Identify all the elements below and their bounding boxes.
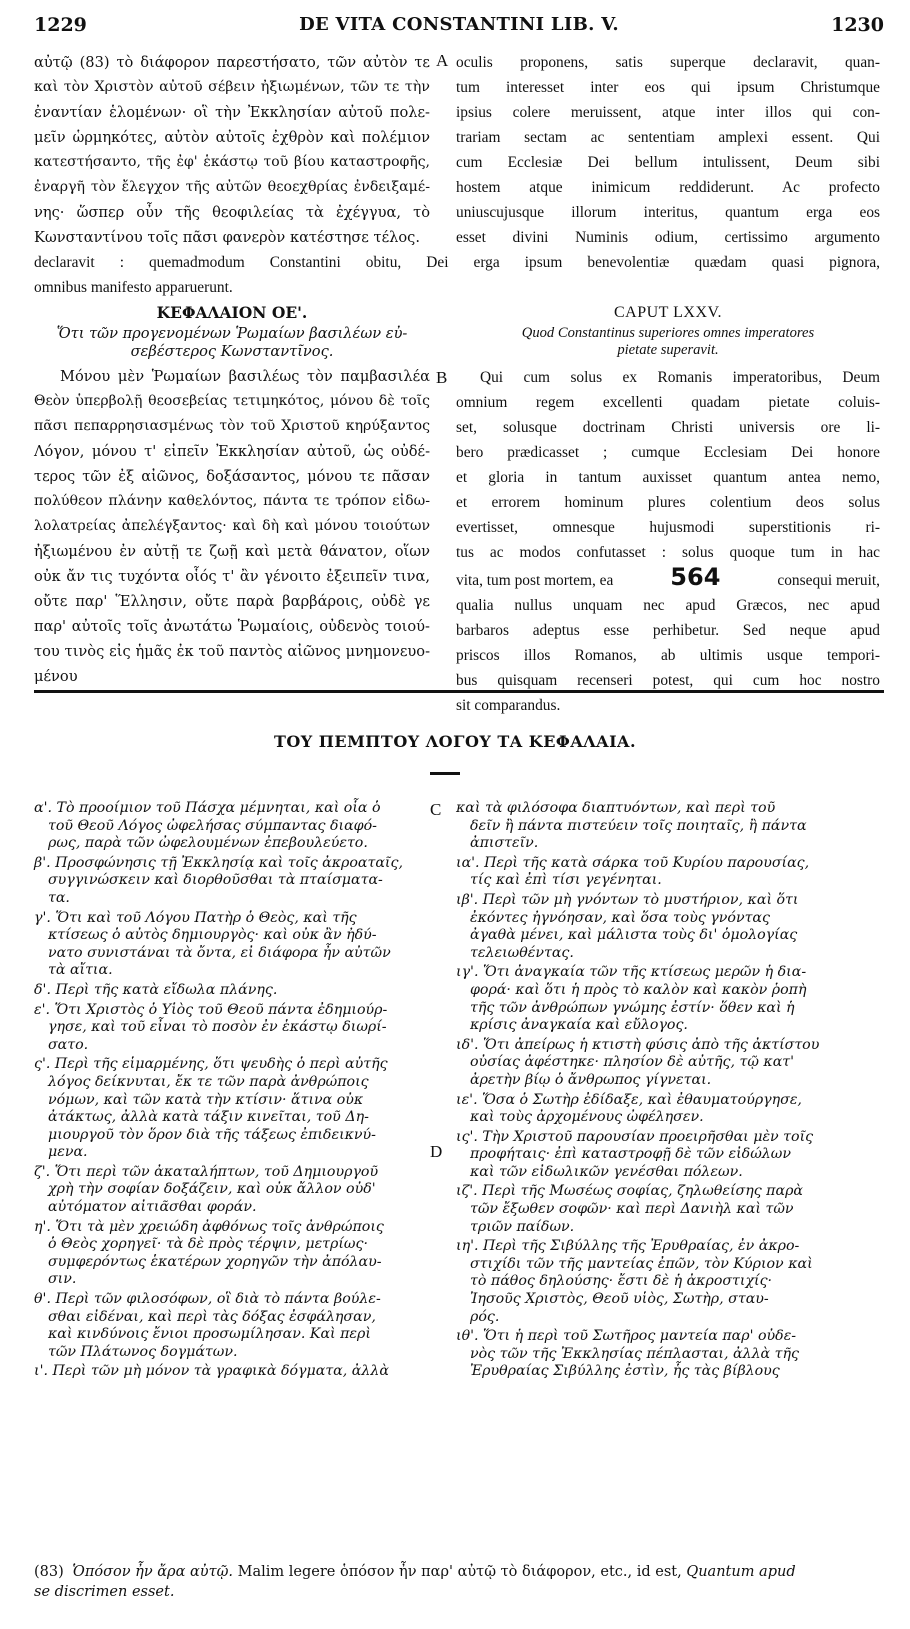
toc-entry	[456, 1238, 880, 1326]
toc-line: δεῖν ἢ πάντα πιστεύειν τοῖς ποιηταῖς, ἢ πάντα	[470, 817, 807, 834]
margin-letter-a: A	[436, 51, 449, 70]
section-divider-rule	[34, 690, 884, 693]
latin-line: qualia nullus unquam nec apud Græcos, nec apud	[456, 597, 880, 614]
greek-chapter-body	[34, 364, 430, 689]
greek-line: πᾶσι πεπαρρησιασμένως τὸν τοῦ Χριστοῦ κηρύξαντος	[34, 418, 430, 434]
toc-line: Ἐρυθραίας Σιβύλλης ἐστὶν, ἧς τὰς βίβλους	[470, 1363, 780, 1380]
toc-line: νατο συνιστάναι τὰ ὄντα, εἰ διάφορα ἦν αὐτῶν	[48, 944, 391, 961]
toc-line: ἀπιστεῖν.	[470, 835, 539, 852]
toc-entry	[456, 855, 880, 890]
greek-line: παρ' αὐτοῖς τοῖς ἀνωτάτω Ῥωμαίοις, οὐδενὸς τοιού-	[34, 618, 430, 635]
toc-line: ρός.	[470, 1308, 500, 1325]
toc-line: ρως, παρὰ τῶν ὠφελουμένων ἐπεβουλεύετο.	[48, 835, 368, 852]
toc-entry	[34, 800, 430, 853]
running-header	[34, 14, 884, 40]
toc-line: οὐσίας ἀφέστηκε· πλησίον δὲ αὐτῆς, τῷ κατ'	[470, 1054, 795, 1071]
toc-line: τα.	[48, 889, 70, 906]
greek-line: μένου	[34, 668, 78, 685]
toc-line: ιη'. Περὶ τῆς Σιβύλλης τῆς Ἐρυθραίας, ἐν ἀκρο-	[456, 1238, 800, 1255]
toc-right-column	[456, 800, 880, 1383]
toc-line: τοῦ Θεοῦ Λόγος ὠφελήσας σύμπαντας διαφό-	[48, 817, 377, 834]
toc-line: αὐτόματον αἰτιᾶσθαι φοράν.	[48, 1199, 257, 1216]
latin-line: esset divini Numinis odium, certissimo argumento	[456, 229, 880, 246]
subtitle-line: σεβέστερος Κωνσταντῖνος.	[130, 343, 334, 360]
latin-line: evertisset, omnesque hujusmodi superstitionis ri-	[456, 519, 880, 536]
toc-line: μιουργοῦ τὸν ὅρον διὰ τῆς τάξεως ἐπιδεικνύ-	[48, 1126, 376, 1143]
toc-line: ι'. Περὶ τῶν μὴ μόνον τὰ γραφικὰ δόγματα, ἀλλὰ	[34, 1363, 389, 1380]
toc-line: ὁ Θεὸς χορηγεῖ· τὰ δὲ πρὸς τέρψιν, μετρίως·	[48, 1236, 368, 1253]
latin-column-top	[456, 50, 880, 250]
greek-chapter	[34, 300, 430, 689]
latin-line-part: vita, tum post mortem, ea	[456, 572, 614, 589]
latin-line: ipsius colere meruissent, atque inter illos qui con-	[456, 104, 880, 121]
greek-line: αὐτῷ (83) τὸ διάφορον παρεστήσατο, τῶν αὐτὸν τε	[34, 54, 430, 71]
toc-line: θ'. Περὶ τῶν φιλοσόφων, οἳ διὰ τὸ πάντα βούλε-	[34, 1291, 381, 1308]
greek-chapter-heading: ΚΕΦΑΛΑΙΟΝ ΟΕ'.	[156, 303, 308, 322]
page-number-left: 1229	[34, 14, 87, 36]
toc-line: τριῶν παίδων.	[470, 1218, 575, 1235]
toc-entry	[456, 1092, 880, 1127]
margin-letter-c: C	[430, 800, 442, 819]
toc-line: κτίσεως ὁ αὐτὸς δημιουργὸς· καὶ οὐκ ἂν ἠδύ-	[48, 927, 377, 944]
toc-entry	[456, 1129, 880, 1182]
latin-line: cum Ecclesiæ Dei bellum intulissent, Deum sibi	[456, 154, 880, 171]
toc-line: λόγος δείκνυται, ἔκ τε τῶν παρὰ ἀνθρώποις	[48, 1073, 369, 1090]
latin-line: et errorem hominum plures colentium deos solus	[456, 494, 880, 511]
greek-line: καὶ τὸν Χριστὸν αὐτοῦ σέβειν ἠξιωμένων, τῶν τε τὴν	[34, 79, 430, 95]
greek-line: οὔτε παρ' Ἕλλησιν, οὔτε παρὰ βαρβάροις, οὐδὲ γε	[34, 593, 430, 610]
greek-line: Λόγον, μόνου τ' εἰπεῖν Ἐκκλησίαν αὐτοῦ, ὡς οὐδέ-	[34, 443, 430, 460]
latin-line: sit comparandus.	[456, 697, 561, 714]
toc-line: ε'. Ὅτι Χριστὸς ὁ Υἱὸς τοῦ Θεοῦ πάντα ἐδημιούρ-	[34, 1001, 388, 1018]
toc-entry	[456, 1328, 880, 1381]
toc-line: καὶ τῶν εἰδωλικῶν γενέσθαι πόλεων.	[470, 1163, 743, 1180]
toc-line: νόμων, καὶ τῶν κατὰ τὴν κτίσιν· ἅτινα οὐκ	[48, 1091, 364, 1108]
footnote	[34, 1562, 884, 1602]
toc-entry	[34, 1219, 430, 1289]
toc-line: τῆς τῶν ἀνθρώπων γνώμης ἐστίν· ὅθεν καὶ ἡ	[470, 999, 795, 1016]
toc-line: ζ'. Ὅτι περὶ τῶν ἀκαταλήπτων, τοῦ Δημιουργοῦ	[34, 1163, 379, 1180]
latin-line: uniuscujusque illorum interitus, quantum erga eos	[456, 204, 880, 221]
toc-entry	[34, 855, 430, 908]
title-dash	[430, 772, 460, 775]
toc-entry	[34, 1164, 430, 1217]
latin-line-with-page-number	[456, 565, 880, 593]
toc-line: τὸ πάθος δηλούσης· ἔστι δὲ ἡ ἀκροστιχίς·	[470, 1273, 773, 1290]
running-title: DE VITA CONSTANTINI LIB. V.	[299, 14, 619, 35]
section-title: ΤΟΥ ΠΕΜΠΤΟΥ ΛΟΓΟΥ ΤΑ ΚΕΦΑΛΑΙΑ.	[273, 732, 637, 751]
latin-line: barbaros adeptus esse perhibetur. Sed neque apud	[456, 622, 880, 639]
toc-line: σιν.	[48, 1271, 77, 1288]
greek-line: νης· ὥσπερ οὖν τῆς θεοφιλείας τὰ ἐχέγγυα, τὸ	[34, 204, 430, 221]
page-number-right: 1230	[831, 14, 884, 36]
toc-line: καὶ κινδύνοις ἔνιοι προσωμίλησαν. Καὶ περὶ	[48, 1326, 371, 1343]
latin-line: set, solusque doctrinam Christi universis ore li-	[456, 419, 880, 436]
latin-line: trariam sectam ac sententiam amplexi essent. Qui	[456, 129, 880, 146]
toc-line: β'. Προσφώνησις τῇ Ἐκκλησίᾳ καὶ τοῖς ἀκροαταῖς,	[34, 854, 403, 871]
toc-line: στιχίδι τῶν τῆς μαντείας ἐπῶν, τὸν Κύριον καὶ	[470, 1255, 813, 1272]
subtitle-line: pietate superavit.	[617, 342, 719, 358]
latin-chapter-heading: CAPUT LXXV.	[613, 304, 723, 321]
toc-line: σατο.	[48, 1036, 89, 1053]
toc-line: τελειωθέντας.	[470, 944, 574, 961]
footnote-line	[34, 1562, 884, 1582]
latin-chapter	[456, 300, 880, 718]
latin-chapter-subtitle	[456, 325, 880, 359]
greek-line: Θεὸν ὑπερβολῇ θεοσεβείας τετιμηκότος, μόνου δὲ τοῖς	[34, 393, 430, 409]
toc-line: α'. Τὸ προοίμιον τοῦ Πάσχα μέμνηται, καὶ οἷα ὁ	[34, 800, 381, 816]
toc-entry	[456, 800, 880, 853]
toc-entry	[34, 1363, 430, 1381]
toc-line: τίς καὶ ἐπὶ τίσι γεγένηται.	[470, 872, 662, 889]
toc-entry	[34, 910, 430, 980]
latin-line: oculis proponens, satis superque declaravit, quan-	[456, 54, 880, 71]
toc-line: γ'. Ὅτι καὶ τοῦ Λόγου Πατὴρ ὁ Θεὸς, καὶ τῆς	[34, 909, 357, 926]
latin-line: et gloria in tantum auxisset quantum antea nemo,	[456, 469, 880, 486]
footnote-italic: Quantum apud	[686, 1564, 796, 1580]
latin-line: omnibus manifesto apparuerunt.	[34, 279, 233, 296]
greek-line: λολατρείας ἀπελέγξαντος· καὶ δὴ καὶ μόνου τοιούτων	[34, 518, 430, 534]
toc-line: τὰ αἴτια.	[48, 962, 113, 979]
greek-line: τερος τῶν ἐξ αἰῶνος, δοξάσαντος, μόνου τε πᾶσαν	[34, 468, 430, 485]
toc-line: συμφερόντως ἑκατέρων χορηγῶν τὴν ἀπόλαυ-	[48, 1253, 382, 1270]
greek-line: του τινὸς εἰς ἡμᾶς ἐκ τοῦ παντὸς αἰῶνος μνημονευο-	[34, 643, 430, 660]
toc-line: καὶ τὰ φιλόσοφα διαπτυόντων, καὶ περὶ τοῦ	[456, 800, 776, 816]
inline-page-number: 564	[670, 563, 721, 591]
latin-continuation	[34, 250, 880, 300]
toc-line: ς'. Περὶ τῆς εἱμαρμένης, ὅτι ψευδὴς ὁ περὶ αὐτῆς	[34, 1056, 388, 1073]
greek-line: μεῖν ὡρμηκότες, αὐτὸν αὐτοῖς ἐχθρὸν καὶ πολέμιον	[34, 129, 430, 146]
toc-line: ιγ'. Ὅτι ἀναγκαία τῶν τῆς κτίσεως μερῶν ἡ δια-	[456, 964, 807, 981]
toc-entry	[456, 892, 880, 962]
toc-line: ιθ'. Ὅτι ἡ περὶ τοῦ Σωτῆρος μαντεία παρ' οὐδε-	[456, 1328, 797, 1345]
toc-line: συγγινώσκειν καὶ διορθοῦσθαι τὰ πταίσματα-	[48, 872, 383, 889]
toc-line: ἀγαθὰ μένει, καὶ μάλιστα τοὺς δι' ὁμολογίας	[470, 927, 798, 944]
latin-line: Qui cum solus ex Romanis imperatoribus, Deum	[480, 369, 880, 386]
toc-line: ιδ'. Ὅτι ἀπείρως ἡ κτιστὴ φύσις ἀπὸ τῆς ἀκτίστου	[456, 1036, 820, 1053]
toc-line: νὸς τῶν τῆς Ἐκκλησίας πέπλασται, ἀλλὰ τῆς	[470, 1345, 799, 1362]
greek-line: Κωνσταντίνου τοῖς πᾶσι φανερὸν κατέστησε τέλος.	[34, 229, 420, 246]
toc-left-column	[34, 800, 430, 1383]
toc-line: προφήταις· ἐπὶ καταστροφῇ δὲ τῶν εἰδώλων	[470, 1146, 791, 1163]
toc-line: ιε'. Ὅσα ὁ Σωτὴρ ἐδίδαξε, καὶ ἐθαυματούργησε,	[456, 1091, 802, 1108]
toc-line: τῶν ἔξωθεν σοφῶν· καὶ περὶ Δανιὴλ καὶ τῶν	[470, 1201, 794, 1218]
toc-line: σθαι εἰδέναι, καὶ περὶ τὰς δόξας ἐσφάλησαν,	[48, 1308, 376, 1325]
greek-line: ἐναργῆ τὸν ἔλεγχον τῆς αὐτῶν θεοεχθρίας ἐνδειξαμέ-	[34, 179, 430, 195]
toc-line: η'. Ὅτι τὰ μὲν χρειώδη ἀφθόνως τοῖς ἀνθρώποις	[34, 1218, 384, 1235]
toc-line: ις'. Τὴν Χριστοῦ παρουσίαν προειρῆσθαι μὲν τοῖς	[456, 1128, 814, 1145]
toc-line: δ'. Περὶ τῆς κατὰ εἴδωλα πλάνης.	[34, 981, 278, 998]
toc-entry	[34, 1291, 430, 1361]
footnote-line: se discrimen esset.	[34, 1584, 175, 1600]
latin-line: priscos illos Romanos, ab ultimis usque tempori-	[456, 647, 880, 664]
toc-line: καὶ τοὺς ἀρχομένους ὠφέλησεν.	[470, 1109, 704, 1126]
greek-line: οὐκ ἄν τις τυχόντα οἷός τ' ἂν γένοιτο ἐξειπεῖν τινα,	[34, 568, 430, 585]
greek-line: Μόνου μὲν Ῥωμαίων βασιλέως τὸν παμβασιλέα	[60, 368, 430, 385]
latin-line: declaravit : quemadmodum Constantini obitu, Dei erga ipsum benevolentiæ quædam quasi pignora,	[34, 254, 880, 271]
toc-entry	[34, 1056, 430, 1162]
footnote-greek: Ὁπόσον ἦν ἄρα αὐτῷ.	[72, 1564, 234, 1580]
toc-entry	[34, 1002, 430, 1055]
toc-line: φορά· καὶ ὅτι ἡ πρὸς τὸ καλὸν καὶ κακὸν ῥοπὴ	[470, 981, 807, 998]
toc-line: ἀτάκτως, ἀλλὰ κατὰ τάξιν κινεῖται, τοῦ Δη-	[48, 1109, 369, 1126]
latin-line: tus ac modos confutasset : solus quoque tum in hac	[456, 544, 880, 561]
toc-entry	[456, 1037, 880, 1090]
footnote-marker: (83)	[34, 1564, 64, 1580]
latin-line: bus quisquam recenseri potest, qui cum hoc nostro	[456, 672, 880, 689]
toc-line: μενα.	[48, 1144, 88, 1161]
latin-line: bero prædicasset ; cumque Ecclesiam Dei honore	[456, 444, 880, 461]
toc-line: ἀρετὴν βίῳ ὁ ἄνθρωπος γίγνεται.	[470, 1071, 712, 1088]
toc-entry	[456, 1183, 880, 1236]
toc-entry	[456, 964, 880, 1034]
latin-line: omnium regem excellenti quadam pietate coluis-	[456, 394, 880, 411]
toc-entry	[34, 982, 430, 1000]
toc-line: ια'. Περὶ τῆς κατὰ σάρκα τοῦ Κυρίου παρουσίας,	[456, 854, 810, 871]
greek-line: κατεστήσαντο, τῆς ἐφ' ἑκάστῳ τοῦ βίου καταστροφῆς,	[34, 154, 430, 170]
latin-line: tum interesset inter eos qui ipsum Christumque	[456, 79, 880, 96]
toc-line: ἐκόντες ἠγνόησαν, καὶ ὅσα τοὺς γνόντας	[470, 909, 770, 926]
toc-line: τῶν Πλάτωνος δογμάτων.	[48, 1343, 238, 1360]
latin-line-part: consequi meruit,	[777, 572, 880, 589]
subtitle-line: Ὅτι τῶν προγενομένων Ῥωμαίων βασιλέων εὐ-	[56, 325, 408, 342]
footnote-text: Malim legere ὁπόσον ἦν παρ' αὐτῷ τὸ διάφορον, etc., id est,	[233, 1564, 687, 1580]
greek-line: πολύθεον πλάνην καθελόντος, πάντα τε τρόπον εἰδω-	[34, 493, 430, 509]
margin-letter-d: D	[430, 1142, 443, 1161]
latin-line: hostem atque inimicum reddiderunt. Ac profecto	[456, 179, 880, 196]
greek-chapter-subtitle	[34, 325, 430, 361]
toc-line: ιβ'. Περὶ τῶν μὴ γνόντων τὸ μυστήριον, καὶ ὅτι	[456, 891, 799, 908]
toc-line: Ἰησοῦς Χριστὸς, Θεοῦ υἱὸς, Σωτὴρ, σταυ-	[470, 1291, 769, 1308]
subtitle-line: Quod Constantinus superiores omnes imperatores	[521, 325, 815, 341]
toc-line: κρίσις ἀναγκαία καὶ εὔλογος.	[470, 1017, 688, 1034]
toc-line: ιζ'. Περὶ τῆς Μωσέως σοφίας, ζηλωθείσης παρὰ	[456, 1183, 803, 1200]
greek-line: ἐναντίαν ἑλομένων· οἳ τὴν Ἐκκλησίαν αὐτοῦ πολε-	[34, 104, 430, 121]
toc-line: γησε, καὶ τοῦ εἶναι τὸ ποσὸν ἐν ἑκάστῳ διωρί-	[48, 1019, 387, 1036]
margin-letter-b: B	[436, 368, 448, 387]
toc-line: χρὴ τὴν σοφίαν δοξάζειν, καὶ οὐκ ἄλλον οὐδ'	[48, 1181, 376, 1198]
latin-chapter-body	[456, 365, 880, 718]
greek-column-top	[34, 50, 430, 250]
greek-line: ἠξιωμένου ἐν αὐτῇ τε ζωῇ καὶ μετὰ θάνατον, οἵων	[34, 543, 430, 560]
